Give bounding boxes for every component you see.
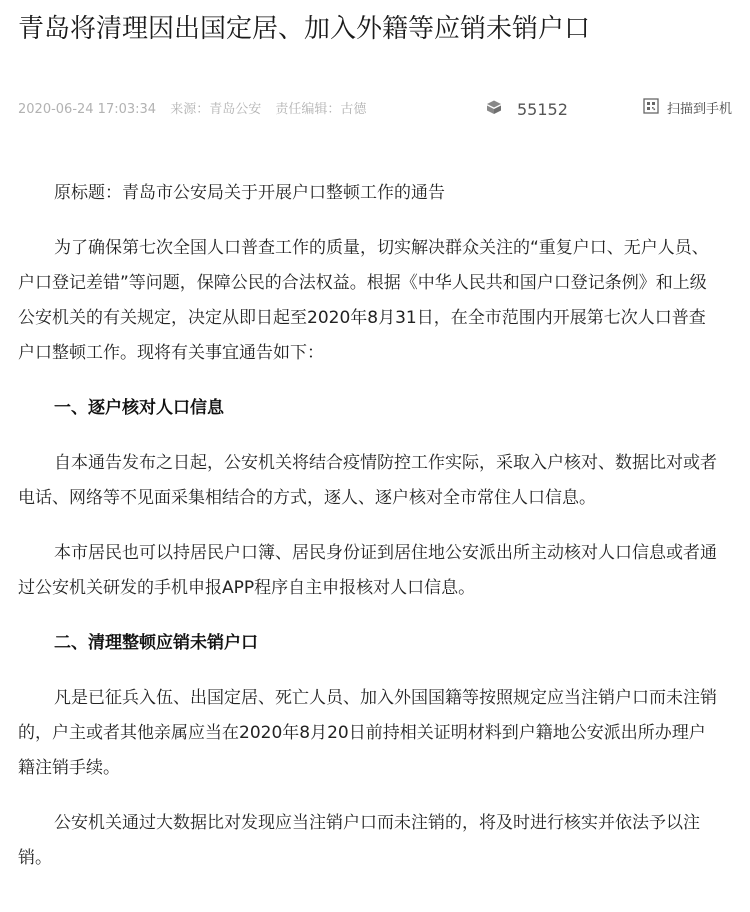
view-count-value: 55152 [517, 100, 568, 119]
article-source: 来源：青岛公安 [170, 102, 262, 117]
article-editor: 责任编辑：古德 [275, 102, 367, 117]
intro-paragraph: 为了确保第七次全国人口普查工作的质量，切实解决群众关注的“重复户口、无户人员、户口登记差错”等问题，保障公民的合法权益。根据《中华人民共和国户口登记条例》和上级公安机关的有关规定，决定从即日起至2020年8月31日，在全市范围内开展第七次人口普查户口整顿工作。现将有关事宜通告如下： [18, 238, 709, 363]
section-heading-2: 二、清理整顿应销未销户口 [54, 633, 258, 653]
scan-to-phone-label: 扫描到手机 [666, 102, 732, 117]
section-heading-1: 一、逐户核对人口信息 [54, 398, 224, 418]
section2-paragraph-2: 公安机关通过大数据比对发现应当注销户口而未注销的，将及时进行核实并依法予以注销。 [18, 813, 700, 868]
scan-to-phone-button[interactable] [643, 98, 732, 122]
section1-paragraph-2: 本市居民也可以持居民户口簿、居民身份证到居住地公安派出所主动核对人口信息或者通过公安机关研发的手机申报APP程序自主申报核对人口信息。 [18, 543, 717, 598]
article-title: 青岛将清理因出国定居、加入外籍等应销未销户口 [18, 14, 591, 44]
article-body [18, 176, 718, 876]
original-title-paragraph: 原标题：青岛市公安局关于开展户口整顿工作的通告 [54, 183, 445, 203]
view-count [485, 98, 568, 122]
qr-scan-icon [643, 98, 659, 123]
section2-paragraph-1: 凡是已征兵入伍、出国定居、死亡人员、加入外国国籍等按照规定应当注销户口而未注销的，户主或者其他亲属应当在2020年8月20日前持相关证明材料到户籍地公安派出所办理户籍注销手续。 [18, 688, 717, 778]
article-meta [18, 98, 732, 122]
meta-info [18, 98, 376, 122]
eye-icon [485, 98, 503, 122]
section1-paragraph-1: 自本通告发布之日起，公安机关将结合疫情防控工作实际，采取入户核对、数据比对或者电话、网络等不见面采集相结合的方式，逐人、逐户核对全市常住人口信息。 [18, 453, 717, 508]
publish-date: 2020-06-24 17:03:34 [18, 102, 157, 117]
